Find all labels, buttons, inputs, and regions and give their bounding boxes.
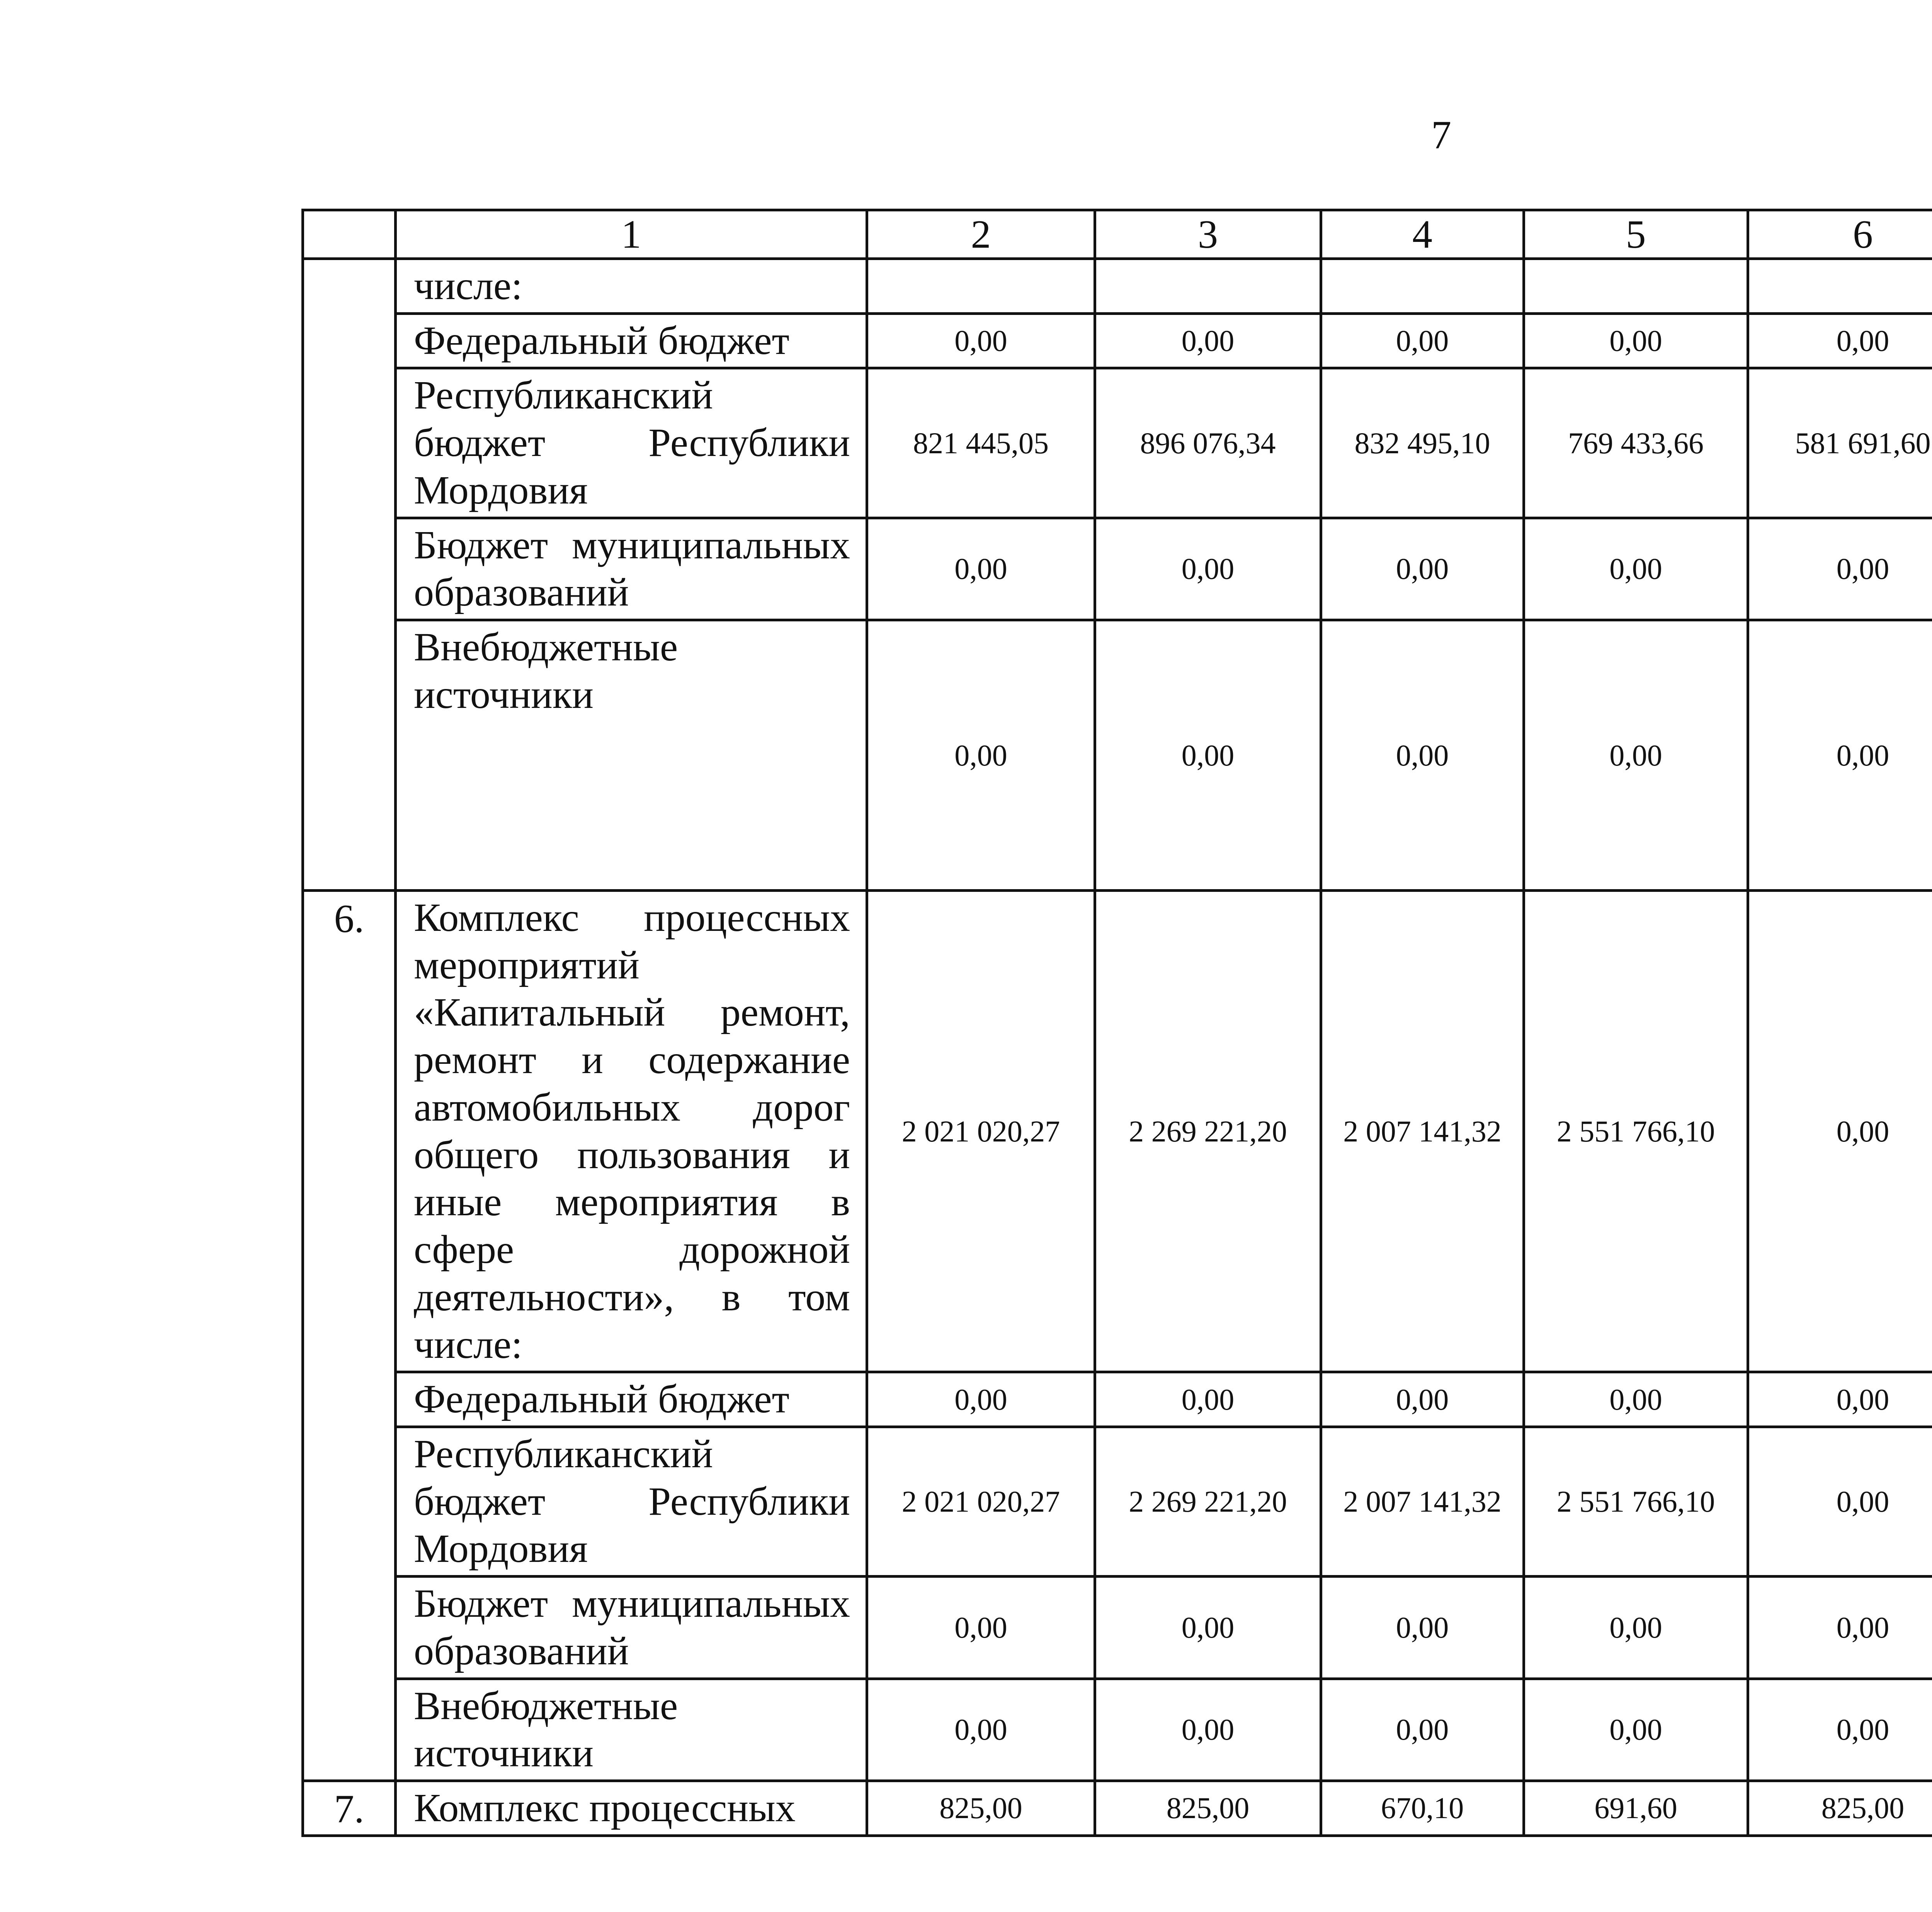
value-cell: 0,00: [1524, 1372, 1748, 1427]
table-row: [303, 313, 1932, 368]
value-cell: 2 551 766,10: [1524, 891, 1748, 1372]
column-number-row: [303, 210, 1932, 259]
value-cell: 0,00: [867, 518, 1095, 620]
value-cell: 0,00: [1321, 1372, 1524, 1427]
value-cell: 0,00: [1524, 518, 1748, 620]
row-index-cell: 7.: [303, 1781, 396, 1835]
value-cell: 0,00: [867, 620, 1095, 891]
value-cell: 0,00: [1748, 1577, 1932, 1679]
row-label-cell: Республиканский бюджет Республики Мордовия: [396, 1427, 867, 1576]
value-cell: 0,00: [1748, 1372, 1932, 1427]
value-cell: 825,00: [867, 1781, 1095, 1835]
value-cell: 0,00: [1321, 518, 1524, 620]
value-cell: 0,00: [1321, 313, 1524, 368]
value-cell: 0,00: [1095, 1577, 1321, 1679]
value-cell: 0,00: [1748, 1679, 1932, 1781]
value-cell: 0,00: [1095, 620, 1321, 891]
header-cell: 5: [1524, 210, 1748, 259]
row-label-cell: числе:: [396, 259, 867, 314]
value-cell: 0,00: [1321, 620, 1524, 891]
row-label-cell: Бюджет муниципальных образований: [396, 1577, 867, 1679]
value-cell: [867, 259, 1095, 314]
value-cell: 2 007 141,32: [1321, 891, 1524, 1372]
table-row: [303, 518, 1932, 620]
header-cell: 1: [396, 210, 867, 259]
header-cell: 3: [1095, 210, 1321, 259]
value-cell: [1095, 259, 1321, 314]
row-label-cell: Внебюджетные источники: [396, 620, 867, 891]
row-label-cell: Внебюджетные источники: [396, 1679, 867, 1781]
value-cell: 0,00: [1095, 518, 1321, 620]
value-cell: 0,00: [1748, 1427, 1932, 1576]
header-cell: 6: [1748, 210, 1932, 259]
value-cell: 0,00: [867, 1372, 1095, 1427]
value-cell: [1321, 259, 1524, 314]
value-cell: 896 076,34: [1095, 368, 1321, 518]
value-cell: 825,00: [1095, 1781, 1321, 1835]
row-label-cell: Федеральный бюджет: [396, 1372, 867, 1427]
table-row: [303, 259, 1932, 314]
header-cell-empty: [303, 210, 396, 259]
table-row: [303, 1577, 1932, 1679]
value-cell: 0,00: [1095, 1679, 1321, 1781]
value-cell: 0,00: [1524, 1577, 1748, 1679]
page-number: 7: [1431, 113, 1451, 157]
budget-table: [301, 209, 1932, 1837]
value-cell: 670,10: [1321, 1781, 1524, 1835]
table-row: [303, 1679, 1932, 1781]
table-row: [303, 620, 1932, 891]
header-cell: 4: [1321, 210, 1524, 259]
header-cell: 2: [867, 210, 1095, 259]
value-cell: 0,00: [867, 1679, 1095, 1781]
row-label-cell: Республиканский бюджет Республики Мордовия: [396, 368, 867, 518]
table-row: [303, 1781, 1932, 1835]
row-index-cell: [303, 259, 396, 891]
row-label-cell: Комплекс процессных мероприятий «Капитальный ремонт, ремонт и содержание автомобильных дорог общего пользования и иные мероприятия в сфере дорожной деятельности», в том числе:: [396, 891, 867, 1372]
value-cell: 0,00: [1095, 1372, 1321, 1427]
value-cell: 0,00: [1321, 1577, 1524, 1679]
value-cell: 0,00: [867, 1577, 1095, 1679]
value-cell: [1524, 259, 1748, 314]
table-row: [303, 1372, 1932, 1427]
value-cell: 2 551 766,10: [1524, 1427, 1748, 1576]
value-cell: 691,60: [1524, 1781, 1748, 1835]
value-cell: [1748, 259, 1932, 314]
value-cell: 0,00: [1748, 620, 1932, 891]
table-row: [303, 891, 1932, 1372]
value-cell: 0,00: [1748, 313, 1932, 368]
table-row: [303, 368, 1932, 518]
value-cell: 769 433,66: [1524, 368, 1748, 518]
value-cell: 0,00: [1524, 1679, 1748, 1781]
value-cell: 0,00: [1748, 518, 1932, 620]
row-label-cell: Бюджет муниципальных образований: [396, 518, 867, 620]
value-cell: 0,00: [1095, 313, 1321, 368]
table-row: [303, 1427, 1932, 1576]
value-cell: 2 021 020,27: [867, 1427, 1095, 1576]
value-cell: 821 445,05: [867, 368, 1095, 518]
value-cell: 0,00: [1748, 891, 1932, 1372]
value-cell: 0,00: [1524, 620, 1748, 891]
value-cell: 2 007 141,32: [1321, 1427, 1524, 1576]
value-cell: 832 495,10: [1321, 368, 1524, 518]
value-cell: 2 269 221,20: [1095, 891, 1321, 1372]
row-index-cell: 6.: [303, 891, 396, 1781]
value-cell: 0,00: [1524, 313, 1748, 368]
value-cell: 581 691,60: [1748, 368, 1932, 518]
value-cell: 0,00: [1321, 1679, 1524, 1781]
value-cell: 0,00: [867, 313, 1095, 368]
value-cell: 2 269 221,20: [1095, 1427, 1321, 1576]
row-label-cell: Комплекс процессных: [396, 1781, 867, 1835]
row-label-cell: Федеральный бюджет: [396, 313, 867, 368]
value-cell: 2 021 020,27: [867, 891, 1095, 1372]
value-cell: 825,00: [1748, 1781, 1932, 1835]
